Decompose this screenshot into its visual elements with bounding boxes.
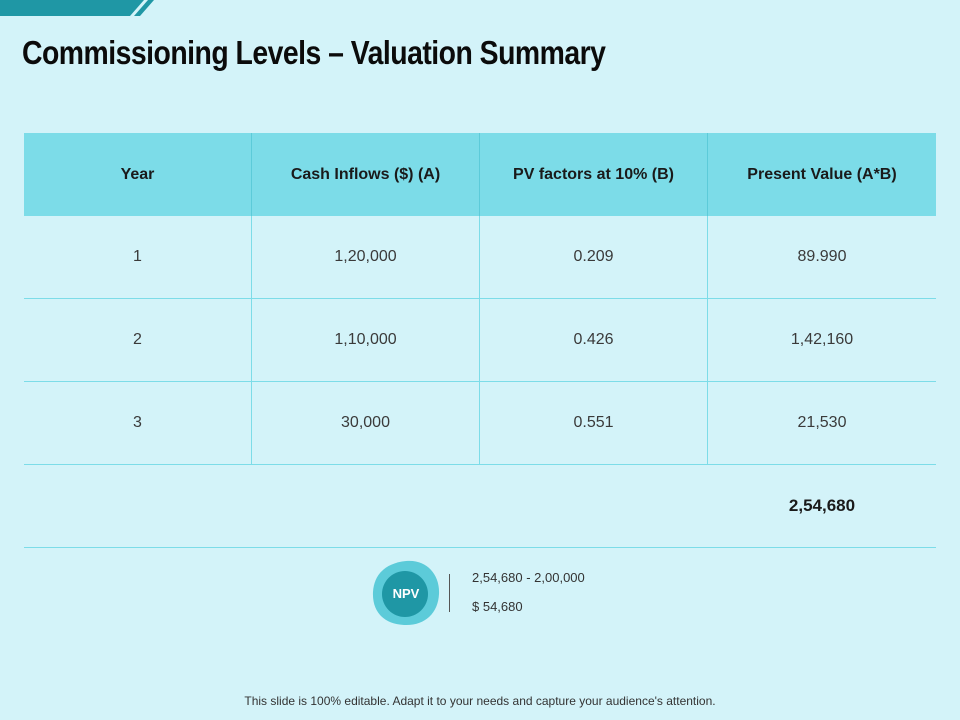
cell-cash-inflow: 1,10,000 xyxy=(252,299,480,381)
table-row xyxy=(24,299,936,382)
cell-year: 3 xyxy=(24,382,252,464)
total-empty-1 xyxy=(24,465,252,547)
cell-cash-inflow: 1,20,000 xyxy=(252,216,480,298)
total-empty-3 xyxy=(480,465,708,547)
cell-year: 2 xyxy=(24,299,252,381)
table-header-row xyxy=(24,133,936,216)
cell-pv-factor: 0.209 xyxy=(480,216,708,298)
table-row xyxy=(24,216,936,299)
total-empty-2 xyxy=(252,465,480,547)
valuation-table xyxy=(24,133,936,548)
table-total-row xyxy=(24,465,936,548)
cell-present-value: 89.990 xyxy=(797,248,847,265)
npv-calculation: 2,54,680 - 2,00,000 xyxy=(472,570,585,585)
npv-label: NPV xyxy=(392,585,420,601)
header-year: Year xyxy=(24,133,252,216)
cell-cash-inflow: 30,000 xyxy=(252,382,480,464)
cell-year: 1 xyxy=(24,216,252,298)
header-present-value: Present Value (A*B) xyxy=(747,165,897,183)
npv-divider xyxy=(449,574,450,612)
npv-badge xyxy=(370,558,442,628)
header-pv-factors: PV factors at 10% (B) xyxy=(480,133,708,216)
cell-present-value: 21,530 xyxy=(797,414,847,431)
page-title: Commissioning Levels – Valuation Summary xyxy=(22,34,606,71)
cell-pv-factor: 0.426 xyxy=(480,299,708,381)
footer-note: This slide is 100% editable. Adapt it to your needs and capture your audience's attention. xyxy=(244,694,716,708)
cell-present-value: 1,42,160 xyxy=(790,331,854,348)
npv-result: $ 54,680 xyxy=(472,599,523,614)
table-row xyxy=(24,382,936,465)
cell-pv-factor: 0.551 xyxy=(480,382,708,464)
corner-decoration xyxy=(0,0,160,16)
header-cash-inflows: Cash Inflows ($) (A) xyxy=(252,133,480,216)
total-present-value: 2,54,680 xyxy=(788,496,856,515)
